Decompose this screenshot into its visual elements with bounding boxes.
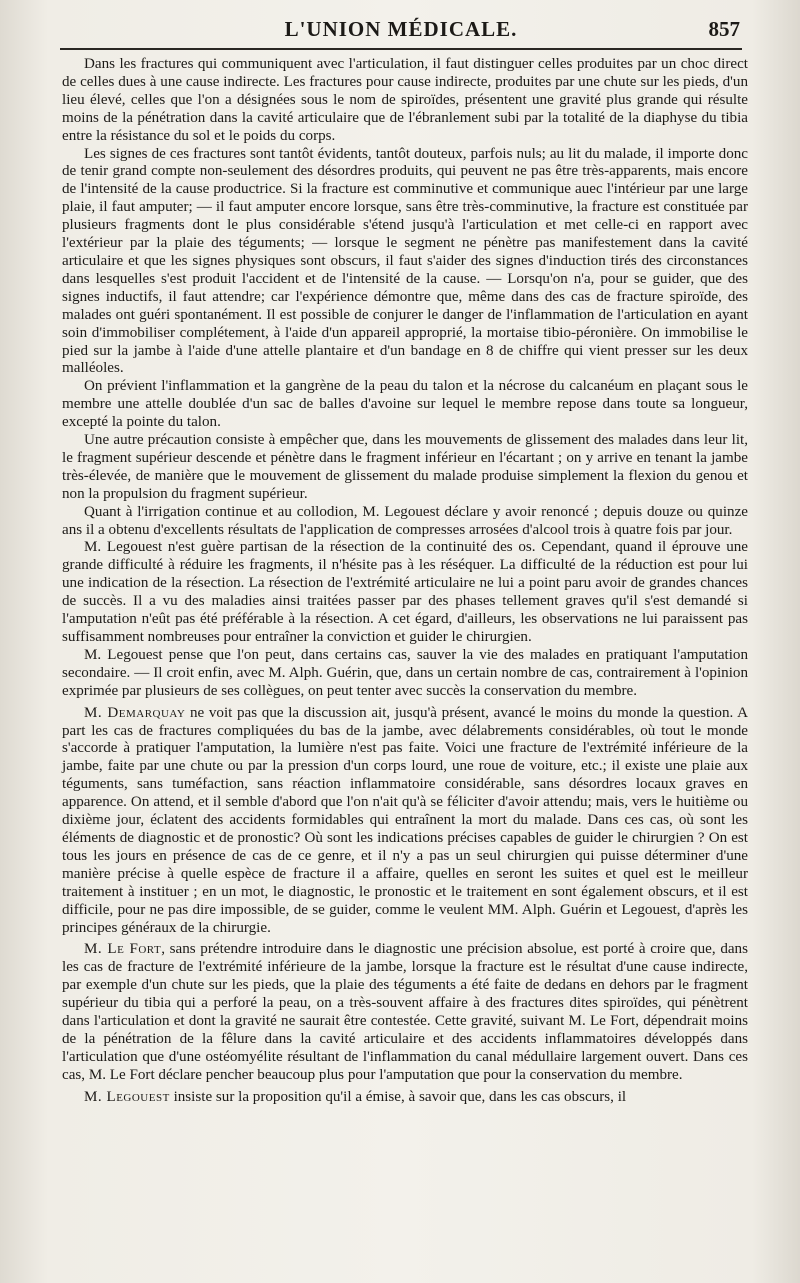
paragraph-text: ne voit pas que la discussion ait, jusqu'à présent, avancé le moins du monde la question. A part les cas de fractures compliquées du bas de la jambe, avec délabrements considérables, où tout le monde s'accorde à pratiquer l'amputation, la lumière n'est pas faite. Voici une fracture de l'extrémité inférieure de la jambe, faite par une chute ou par la pression d'un corps lourd, une roue de voiture, etc.; il existe une plaie aux téguments, sans tuméfaction, sans réaction inflammatoire considérable, sans désordres locaux graves en apparence. On attend, et il semble d'abord que l'on n'ait qu'à se féliciter d'avoir attendu; mais, vers le huitième ou dixième jour, éclatent des accidents formidables qui entraînent la mort du malade. Dans ces cas, où sont les éléments de diagnostic et de pronostic? Où sont les indications précises capables de guider le chirurgien ? On est tous les jours en présence de cas de ce genre, et il n'y a pas un seul chirurgien qui puisse déterminer d'une manière précise à quelle espèce de fracture il a affaire, quelles en seront les suites et quel est le meilleur traitement à instituer ; en un mot, le diagnostic, le pronostic et le traitement en sont également obscurs, et il est difficile, pour ne pas dire impossible, de se guider, comme le veulent MM. Alph. Guérin et Legouest, d'après les principes généraux de la chirurgie.: [62, 704, 748, 936]
paragraph-legouest: [62, 1089, 748, 1107]
paragraph-demarquay: [62, 705, 748, 938]
speaker-name: M. Legouest: [84, 1088, 170, 1105]
paragraph-fractures-articulation: Dans les fractures qui communiquent avec l'articulation, il faut distinguer celles produites par un choc direct de celles dues à une cause indirecte. Les fractures pour cause indirecte, produites par une chute sur les pieds, d'un lieu élevé, celles que l'on a désignées sous le nom de spiroïdes, présentent une gravité plus grande qui résulte moins de la pénétration dans la cavité articulaire que de l'ébranlement subi par la totalité de la diaphyse du tibia entre la résistance du sol et le poids du corps.: [62, 56, 748, 144]
speaker-name: M. Demarquay: [84, 704, 186, 721]
paragraph-inflammation: On prévient l'inflammation et la gangrène de la peau du talon et la nécrose du calcanéum en plaçant sous le membre une attelle doublée d'un sac de balles d'avoine sur lequel le membre repose dans toute sa longueur, excepté la pointe du talon.: [62, 378, 748, 431]
speaker-name: M. Le Fort: [84, 941, 162, 958]
paragraph-signes: Les signes de ces fractures sont tantôt évidents, tantôt douteux, parfois nuls; au lit du malade, il importe donc de tenir grand compte non-seulement des désordres produits, qui peuvent ne pas être très-apparents, mais encore de l'intensité de la cause productrice. Si la fracture est comminutive et communique auec l'intérieur par une large plaie, il faut amputer; — il faut amputer encore lorsque, sans être très-comminutive, la fracture est constituée par plusieurs fragments dont le plus considérable s'étend jusqu'à l'articulation et met celle-ci en rapport avec l'extérieur par la plaie des téguments; — lorsque le segment ne pénètre pas manifestement dans la cavité articulaire et que les signes physiques sont obscurs, il faut s'aider des signes d'induction tirés des circonstances dans lesquelles s'est produit l'accident et de l'intensité de la cause. — Lorsqu'on n'a, pour se guider, que des signes inductifs, il faut attendre; car l'expérience démontre que, même dans des cas de fracture spiroïde, des malades ont guéri spontanément. Il est possible de conjurer le danger de l'inflammation de l'articulation en ayant soin d'immobiliser complétement, à l'aide d'un appareil approprié, la mortaise tibio-péronière. On immobilise le pied sur la jambe à l'aide d'une attelle plantaire et d'un bandage en 8 de chiffre qui vient presser sur les deux malléoles.: [62, 145, 748, 377]
paragraph-text: , sans prétendre introduire dans le diagnostic une précision absolue, est porté à croire que, dans les cas de fracture de l'extrémité inférieure de la jambe, lorsque la fracture est le résultat d'une cause indirecte, par exemple d'un chute sur les pieds, que la plaie des téguments a été faite de dedans en dehors par le fragment supérieur du tibia qui a perforé la peau, on a très-souvent affaire à des fractures dites spiroïdes, qui pénètrent dans l'articulation et dont la gravité ne saurait être contestée. Cette gravité, suivant M. Le Fort, dépendrait moins de la pénétration de la fêlure dans la cavité articulaire et des accidents inflammatoires développés dans l'articulation que d'une ostéomyélite résultant de l'inflammation du canal médullaire largement ouvert. Dans ces cas, M. Le Fort déclare pencher beaucoup plus pour l'amputation que pour la conservation du membre.: [62, 941, 748, 1083]
paragraph-resection: M. Legouest n'est guère partisan de la résection de la continuité des os. Cependant, quand il éprouve une grande difficulté à réduire les fragments, il n'hésite pas à les réséquer. La difficulté de la réduction est pour lui une indication de la résection. La résection de l'extrémité articulaire ne lui a point paru avoir de grandes chances de succès. Il a vu des maladies ainsi traitées passer par des phases tellement graves qu'il s'est demandé si l'amputation n'eût pas été préférable à la résection. A cet égard, d'ailleurs, les observations ne lui paraissent pas suffisamment nombreuses pour entraîner la conviction et guider le chirurgien.: [62, 539, 748, 645]
paragraph-text: insiste sur la proposition qu'il a émise, à savoir que, dans les cas obscurs, il: [169, 1088, 627, 1105]
journal-title: L'UNION MÉDICALE.: [284, 17, 518, 41]
paragraph-le-fort: [62, 941, 748, 1084]
article-body: [62, 56, 748, 1107]
paragraph-irrigation: Quant à l'irrigation continue et au collodion, M. Legouest déclare y avoir renoncé ; depuis douze ou quinze ans il a obtenu d'excellents résultats de l'application de compresses arrosées d'alcool trois à quatre fois par jour.: [62, 503, 748, 538]
page-number: 857: [708, 17, 740, 41]
running-header: [60, 14, 742, 50]
paragraph-amputation-secondaire: M. Legouest pense que l'on peut, dans certains cas, sauver la vie des malades en pratiquant l'amputation secondaire. — Il croit enfin, avec M. Alph. Guérin, que, dans un certain nombre de cas, contrairement à l'opinion exprimée par plusieurs de ses collègues, on peut tenter avec succès la conservation du membre.: [62, 646, 748, 699]
paragraph-precaution: Une autre précaution consiste à empêcher que, dans les mouvements de glissement des malades dans leur lit, le fragment supérieur descende et pénètre dans le fragment inférieur en l'écartant ; on y arrive en tenant la jambe très-élevée, de manière que le mouvement de glissement du malade produise simplement la flexion du genou et non la propulsion du fragment supérieur.: [62, 432, 748, 502]
